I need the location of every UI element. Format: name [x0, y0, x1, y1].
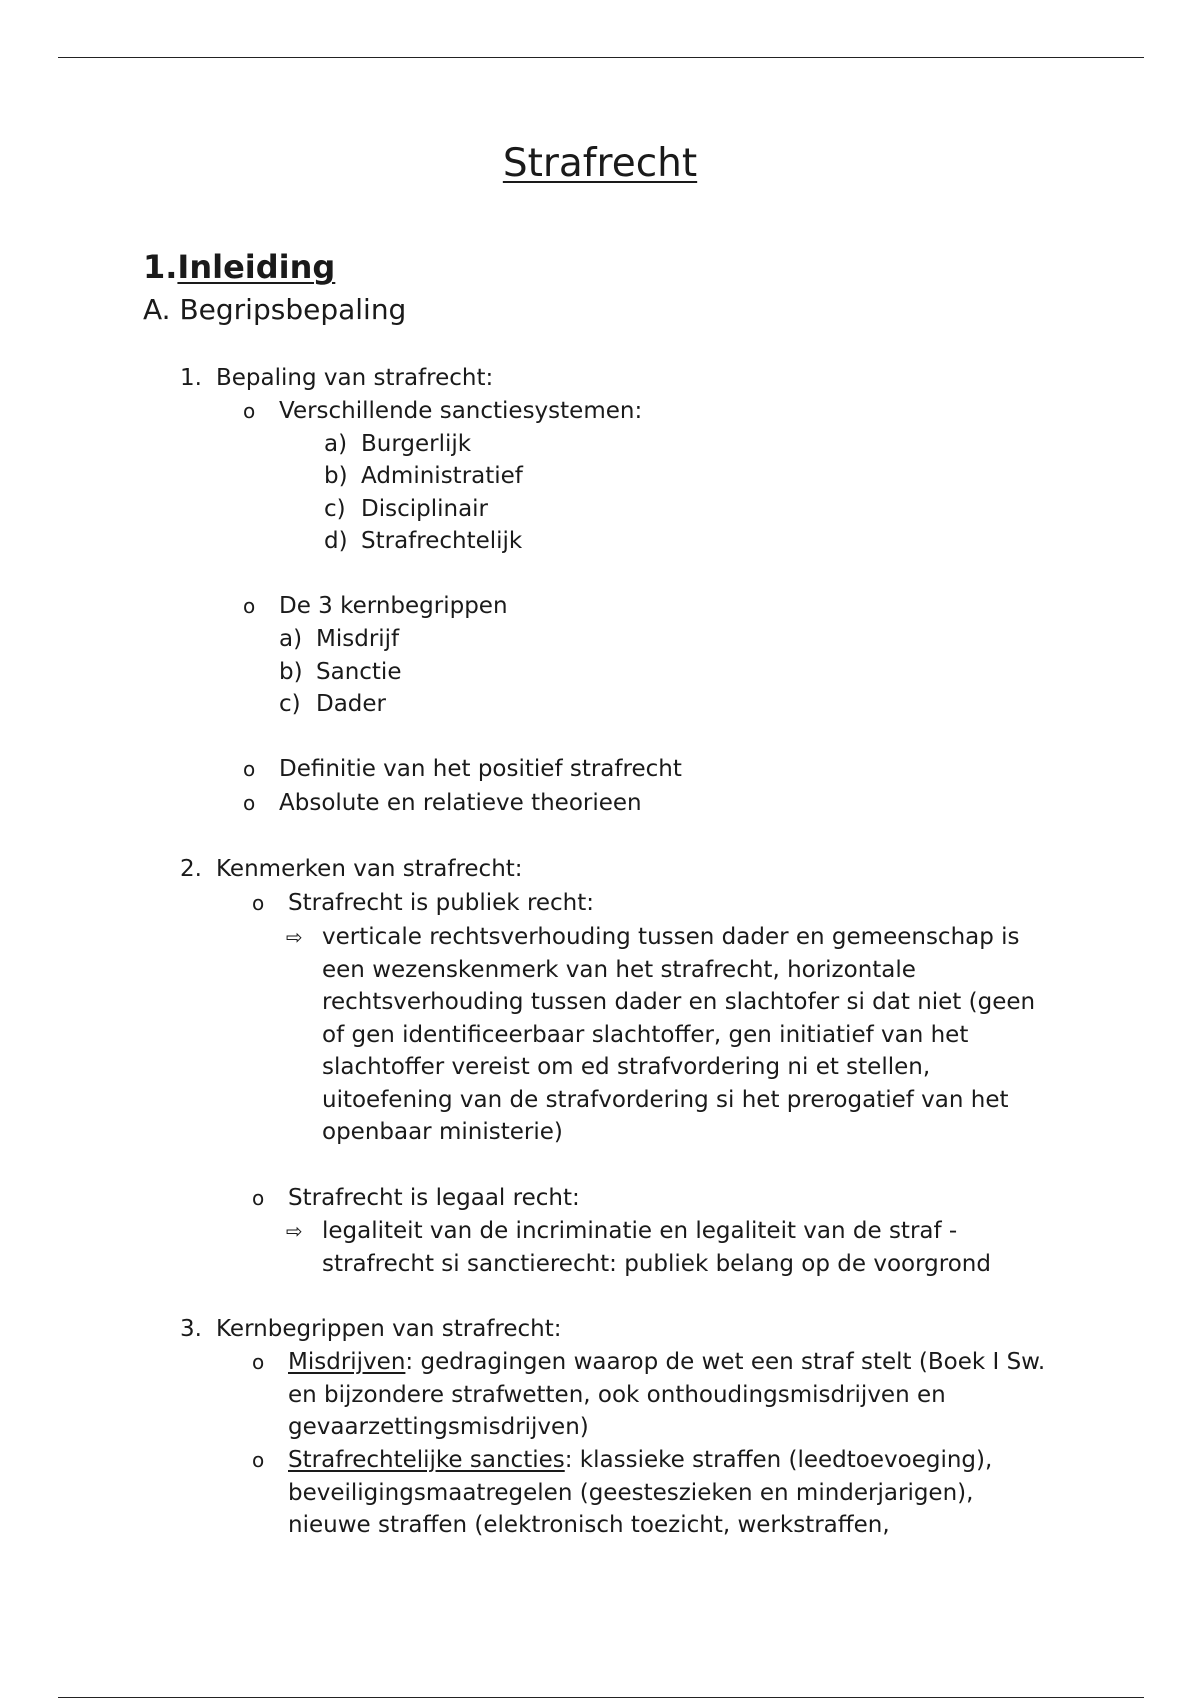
- misdrijven-text: : gedragingen waarop de wet een straf stelt (Boek I Sw. en bijzondere strafwetten, ook onthoudingsmisdrijven en gevaarzettingsmisdrijven): [288, 1349, 1046, 1440]
- sanctiesysteem-letter: b): [324, 463, 348, 489]
- bullet-icon: o: [243, 791, 256, 815]
- publiek-recht-label: Strafrecht is publiek recht:: [288, 890, 595, 916]
- sanctiesysteem-letter: a): [324, 431, 348, 457]
- kernbegrip-letter: a): [279, 626, 303, 652]
- section-1-label: Bepaling van strafrecht:: [216, 365, 494, 391]
- bullet-icon: o: [252, 1186, 265, 1210]
- legaal-recht-text: legaliteit van de incriminatie en legaliteit van de straf - strafrecht si sanctierecht: publiek belang op de voorgrond: [322, 1218, 991, 1277]
- misdrijven-term: Misdrijven: [288, 1349, 406, 1375]
- definitie-item: Definitie van het positief strafrecht: [279, 756, 682, 782]
- sancties-text: : klassieke straffen (leedtoevoeging), beveiligingsmaatregelen (geesteszieken en minderjarigen), nieuwe straffen (elektronisch toezicht, werkstraffen,: [288, 1447, 993, 1538]
- theorieen-item: Absolute en relatieve theorieen: [279, 790, 642, 816]
- section-1-number: 1.: [180, 365, 202, 391]
- section-2-label: Kenmerken van strafrecht:: [216, 856, 523, 882]
- publiek-recht-text: verticale rechtsverhouding tussen dader en gemeenschap is een wezenskenmerk van het strafrecht, horizontale rechtsverhouding tussen dader en slachtofer si dat niet (geen of gen identificeerbaar slachtoffer, gen initiatief van het slachtoffer vereist om ed strafvordering ni et stellen, uitoefening van de strafvordering si het prerogatief van het openbaar ministerie): [322, 924, 1036, 1145]
- section-2-number: 2.: [180, 856, 202, 882]
- bullet-icon: o: [252, 891, 265, 915]
- kernbegrip-item: Misdrijf: [316, 626, 400, 652]
- document-title: Strafrecht: [502, 141, 698, 186]
- sanctiesystemen-label: Verschillende sanctiesystemen:: [279, 398, 643, 424]
- heading-inleiding: 1.Inleiding: [143, 248, 336, 286]
- section-3-number: 3.: [180, 1316, 202, 1342]
- kernbegrip-letter: c): [279, 691, 301, 717]
- sanctiesysteem-item: Disciplinair: [361, 496, 489, 522]
- sancties-term: Strafrechtelijke sancties: [288, 1447, 565, 1473]
- bullet-icon: o: [252, 1350, 265, 1374]
- sanctiesysteem-item: Strafrechtelijk: [361, 528, 523, 554]
- subheading-begripsbepaling: A. Begripsbepaling: [143, 293, 407, 326]
- sanctiesysteem-letter: d): [324, 528, 348, 554]
- kernbegrip-item: Sanctie: [316, 659, 402, 685]
- sanctiesysteem-item: Administratief: [361, 463, 523, 489]
- kernbegrippen-label: De 3 kernbegrippen: [279, 593, 508, 619]
- bullet-icon: o: [252, 1448, 265, 1472]
- sanctiesysteem-item: Burgerlijk: [361, 431, 472, 457]
- section-3-label: Kernbegrippen van strafrecht:: [216, 1316, 562, 1342]
- sancties-item: [288, 1444, 1058, 1542]
- legaal-recht-label: Strafrecht is legaal recht:: [288, 1185, 580, 1211]
- arrow-right-icon: ⇨: [286, 925, 303, 949]
- bullet-icon: o: [243, 757, 256, 781]
- bullet-icon: o: [243, 399, 256, 423]
- sanctiesysteem-letter: c): [324, 496, 346, 522]
- bullet-icon: o: [243, 594, 256, 618]
- top-rule: [58, 57, 1144, 58]
- kernbegrip-item: Dader: [316, 691, 387, 717]
- arrow-right-icon: ⇨: [286, 1219, 303, 1243]
- bottom-rule: [58, 1697, 1144, 1698]
- misdrijven-item: [288, 1346, 1058, 1444]
- kernbegrip-letter: b): [279, 659, 303, 685]
